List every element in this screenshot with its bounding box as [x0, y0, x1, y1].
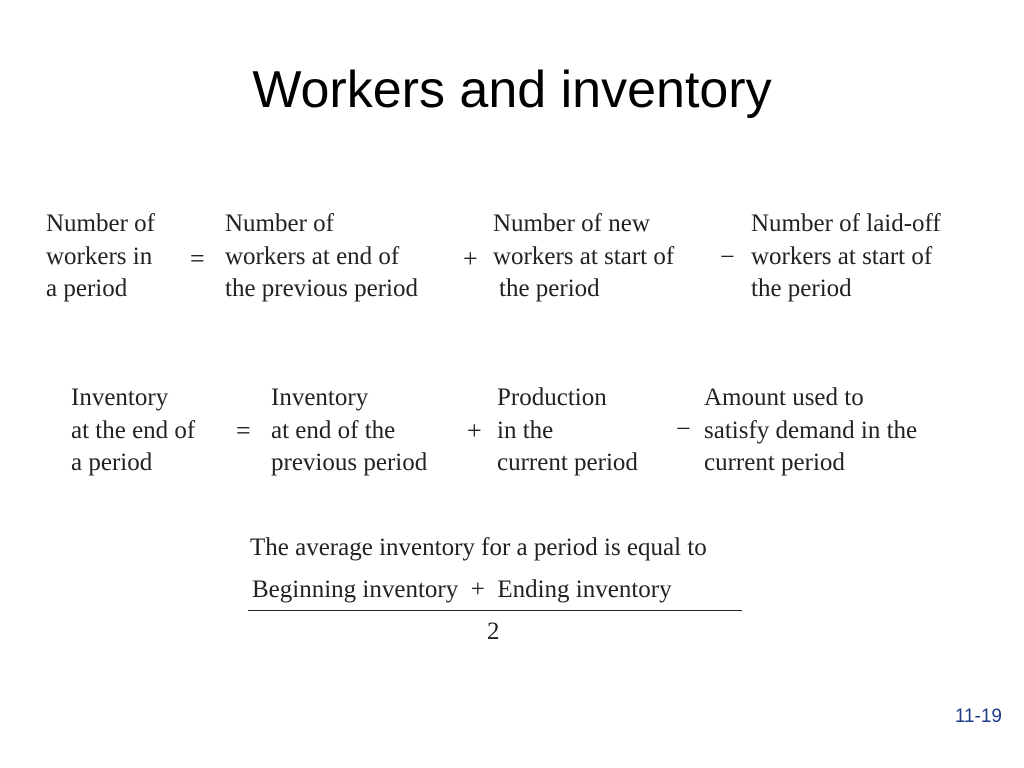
inventory-minus-sign: − [676, 414, 691, 443]
slide-number: 11-19 [954, 706, 1002, 727]
inventory-lhs: Inventory at the end of a period [71, 384, 196, 476]
fraction-bar [248, 610, 742, 611]
workers-lhs: Number of workers in a period [46, 210, 155, 302]
slide-title: Workers and inventory [252, 61, 772, 119]
inventory-term-production: Production in the current period [497, 384, 638, 476]
fraction-denominator: 2 [487, 618, 500, 645]
workers-term-previous: Number of workers at end of the previous period [225, 210, 419, 302]
workers-minus-sign: − [720, 242, 735, 271]
workers-term-laid-off: Number of laid-off workers at start of the period [751, 210, 941, 302]
workers-term-new-line3: the period [499, 275, 600, 302]
average-inventory-intro: The average inventory for a period is equal to [250, 534, 707, 561]
inventory-term-demand: Amount used to satisfy demand in the current period [704, 384, 918, 476]
fraction-numerator: Beginning inventory + Ending inventory [252, 576, 672, 603]
inventory-plus-sign: + [467, 416, 482, 445]
inventory-term-previous: Inventory at end of the previous period [271, 384, 428, 476]
workers-term-new: Number of new workers at start of [493, 210, 675, 270]
workers-plus-sign: + [463, 244, 478, 273]
inventory-equals-sign: = [236, 416, 251, 445]
workers-equals-sign: = [190, 244, 205, 273]
